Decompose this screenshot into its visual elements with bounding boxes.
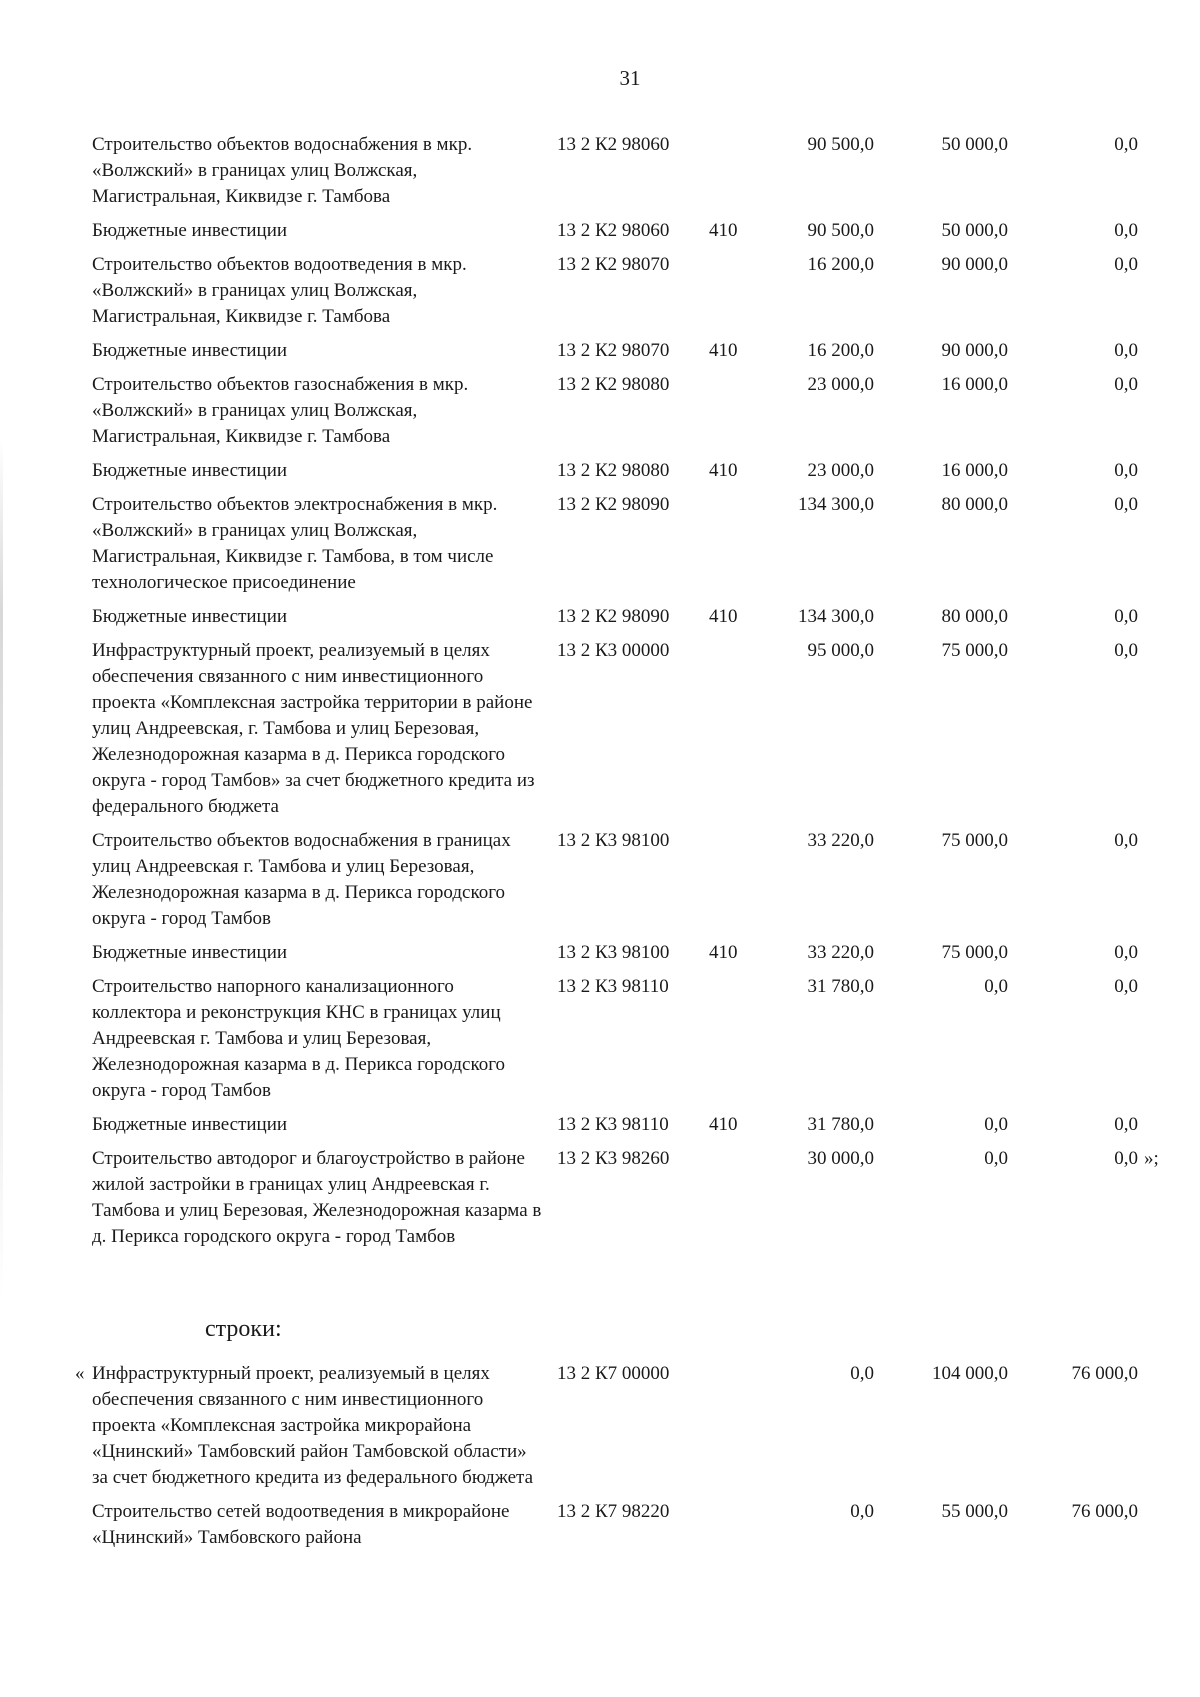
row-expense-type xyxy=(709,1146,749,1250)
row-value-year-3: 0,0 xyxy=(1114,976,1138,997)
row-expense-type xyxy=(709,828,749,932)
row-value-year-1: 95 000,0 xyxy=(807,640,874,661)
row-name: Бюджетные инвестиции xyxy=(92,340,288,361)
row-value-year-1: 16 200,0 xyxy=(807,340,874,361)
row-expense-type: 410 xyxy=(709,460,738,481)
table-row xyxy=(92,132,1152,210)
row-code: 13 2 К3 98110 xyxy=(557,976,669,997)
row-value-year-3: 0,0 xyxy=(1114,1114,1138,1135)
opening-quote-mark: « xyxy=(75,1363,85,1384)
row-value-year-3 xyxy=(1008,1146,1159,1250)
row-name: Строительство объектов электроснабжения в мкр. «Волжский» в границах улиц Волжская, Магистральная, Киквидзе г. Тамбова, в том числе технологическое присоединение xyxy=(92,494,498,593)
budget-table-new-rows xyxy=(75,1361,1152,1559)
table-row xyxy=(92,1499,1152,1551)
row-name: Инфраструктурный проект, реализуемый в целях обеспечения связанного с ним инвестиционного проекта «Комплексная застройка территории в районе улиц Андреевская, г. Тамбова и улиц Березовая, Железнодорожная казарма в д. Перикса городского округа - город Тамбов» за счет бюджетного кредита из федерального бюджета xyxy=(92,640,535,817)
row-expense-type xyxy=(709,1499,749,1551)
row-name: Строительство автодорог и благоустройство в районе жилой застройки в границах улиц Андреевская г. Тамбова и улиц Березовая, Железнодорожная казарма в д. Перикса городского округа - город Тамбов xyxy=(92,1148,542,1247)
row-value-year-2: 75 000,0 xyxy=(941,640,1008,661)
table-row xyxy=(92,218,1152,244)
row-value-year-1: 31 780,0 xyxy=(807,976,874,997)
row-code: 13 2 К2 98080 xyxy=(557,460,670,481)
row-value-year-3: 0,0 xyxy=(1114,254,1138,275)
row-value-year-2: 0,0 xyxy=(984,1114,1008,1135)
table-row xyxy=(92,638,1152,820)
row-value-year-3: 76 000,0 xyxy=(1071,1363,1138,1384)
row-code: 13 2 К2 98060 xyxy=(557,134,670,155)
row-value-year-1: 134 300,0 xyxy=(798,494,874,515)
table-row xyxy=(92,974,1152,1104)
row-name: Строительство объектов водоснабжения в границах улиц Андреевская г. Тамбова и улиц Березовая, Железнодорожная казарма в д. Перикса городского округа - город Тамбов xyxy=(92,830,511,929)
row-value-year-3: 0,0 xyxy=(1114,640,1138,661)
row-expense-type: 410 xyxy=(709,942,738,963)
row-expense-type xyxy=(709,1361,749,1491)
row-value-year-1: 31 780,0 xyxy=(807,1114,874,1135)
table-row xyxy=(92,338,1152,364)
row-value-year-2: 50 000,0 xyxy=(941,134,1008,155)
row-expense-type xyxy=(709,492,749,596)
row-value-year-3: 0,0 xyxy=(1114,134,1138,155)
row-code: 13 2 К3 98100 xyxy=(557,942,670,963)
table-row xyxy=(92,458,1152,484)
row-code: 13 2 К3 98110 xyxy=(557,1114,669,1135)
row-value-year-3: 0,0 xyxy=(1114,830,1138,851)
row-code: 13 2 К7 00000 xyxy=(557,1363,670,1384)
scan-edge-shadow xyxy=(0,440,3,1300)
page-number: 31 xyxy=(619,66,641,90)
row-expense-type: 410 xyxy=(709,1114,738,1135)
row-value-year-1: 90 500,0 xyxy=(807,134,874,155)
row-name: Строительство сетей водоотведения в микрорайоне «Цнинский» Тамбовского района xyxy=(92,1501,510,1548)
row-value-year-1: 0,0 xyxy=(850,1501,874,1522)
row-code: 13 2 К2 98090 xyxy=(557,494,670,515)
row-code: 13 2 К7 98220 xyxy=(557,1501,670,1522)
row-expense-type xyxy=(709,372,749,450)
row-code: 13 2 К3 00000 xyxy=(557,640,670,661)
row-name: Строительство объектов водоотведения в мкр. «Волжский» в границах улиц Волжская, Магистральная, Киквидзе г. Тамбова xyxy=(92,254,467,327)
row-value-year-2: 75 000,0 xyxy=(941,942,1008,963)
row-value-year-2: 16 000,0 xyxy=(941,460,1008,481)
row-expense-type: 410 xyxy=(709,606,738,627)
row-name: Строительство объектов водоснабжения в мкр. «Волжский» в границах улиц Волжская, Магистральная, Киквидзе г. Тамбова xyxy=(92,134,473,207)
row-name: Инфраструктурный проект, реализуемый в целях обеспечения связанного с ним инвестиционного проекта «Комплексная застройка микрорайона «Цнинский» Тамбовский район Тамбовской области» за счет бюджетного кредита из федерального бюджета xyxy=(92,1363,534,1488)
row-value-year-3-text: 0,0 xyxy=(1114,1148,1138,1169)
row-value-year-2: 104 000,0 xyxy=(932,1363,1008,1384)
row-value-year-3: 0,0 xyxy=(1114,340,1138,361)
row-value-year-2: 80 000,0 xyxy=(941,606,1008,627)
row-expense-type: 410 xyxy=(709,340,738,361)
row-expense-type xyxy=(709,638,749,820)
row-value-year-2: 0,0 xyxy=(984,976,1008,997)
row-name: Бюджетные инвестиции xyxy=(92,220,288,241)
table-row xyxy=(92,1146,1159,1250)
row-code: 13 2 К2 98060 xyxy=(557,220,670,241)
row-name: Бюджетные инвестиции xyxy=(92,606,288,627)
row-value-year-3: 0,0 xyxy=(1114,606,1138,627)
row-name: Бюджетные инвестиции xyxy=(92,460,288,481)
row-value-year-3: 0,0 xyxy=(1114,374,1138,395)
row-name: Бюджетные инвестиции xyxy=(92,942,288,963)
section-label: строки: xyxy=(205,1316,282,1342)
row-code: 13 2 К2 98070 xyxy=(557,254,670,275)
row-value-year-2: 16 000,0 xyxy=(941,374,1008,395)
row-value-year-2: 90 000,0 xyxy=(941,254,1008,275)
row-value-year-1: 0,0 xyxy=(850,1363,874,1384)
table-row xyxy=(75,1361,1152,1491)
row-value-year-3: 0,0 xyxy=(1114,942,1138,963)
table-row xyxy=(92,940,1152,966)
row-name: Строительство напорного канализационного коллектора и реконструкция КНС в границах улиц Андреевская г. Тамбова и улиц Березовая, Железнодорожная казарма в д. Перикса городского округа - город Тамбов xyxy=(92,976,506,1101)
row-code: 13 2 К2 98090 xyxy=(557,606,670,627)
row-value-year-1: 23 000,0 xyxy=(807,460,874,481)
closing-quote-mark: »; xyxy=(1144,1148,1159,1169)
row-code: 13 2 К2 98070 xyxy=(557,340,670,361)
row-value-year-3: 0,0 xyxy=(1114,494,1138,515)
row-value-year-1: 33 220,0 xyxy=(807,830,874,851)
table-row xyxy=(92,828,1152,932)
table-row xyxy=(92,1112,1152,1138)
row-value-year-2: 90 000,0 xyxy=(941,340,1008,361)
row-value-year-2: 80 000,0 xyxy=(941,494,1008,515)
row-expense-type: 410 xyxy=(709,220,738,241)
row-value-year-1: 23 000,0 xyxy=(807,374,874,395)
row-expense-type xyxy=(709,974,749,1104)
row-value-year-3: 76 000,0 xyxy=(1071,1501,1138,1522)
row-name: Бюджетные инвестиции xyxy=(92,1114,288,1135)
row-expense-type xyxy=(709,132,749,210)
table-row xyxy=(92,604,1152,630)
row-value-year-1: 90 500,0 xyxy=(807,220,874,241)
table-row xyxy=(92,372,1152,450)
row-name: Строительство объектов газоснабжения в мкр. «Волжский» в границах улиц Волжская, Магистральная, Киквидзе г. Тамбова xyxy=(92,374,469,447)
row-value-year-3: 0,0 xyxy=(1114,460,1138,481)
row-value-year-1: 30 000,0 xyxy=(807,1148,874,1169)
row-expense-type xyxy=(709,252,749,330)
row-value-year-1: 16 200,0 xyxy=(807,254,874,275)
row-code: 13 2 К2 98080 xyxy=(557,374,670,395)
row-value-year-2: 75 000,0 xyxy=(941,830,1008,851)
row-value-year-2: 55 000,0 xyxy=(941,1501,1008,1522)
row-code: 13 2 К3 98260 xyxy=(557,1148,670,1169)
row-value-year-1: 33 220,0 xyxy=(807,942,874,963)
table-row xyxy=(92,492,1152,596)
table-row xyxy=(92,252,1152,330)
row-value-year-1: 134 300,0 xyxy=(798,606,874,627)
row-value-year-3: 0,0 xyxy=(1114,220,1138,241)
row-code: 13 2 К3 98100 xyxy=(557,830,670,851)
row-value-year-2: 0,0 xyxy=(984,1148,1008,1169)
row-value-year-2: 50 000,0 xyxy=(941,220,1008,241)
budget-table-replaced xyxy=(92,132,1159,1258)
